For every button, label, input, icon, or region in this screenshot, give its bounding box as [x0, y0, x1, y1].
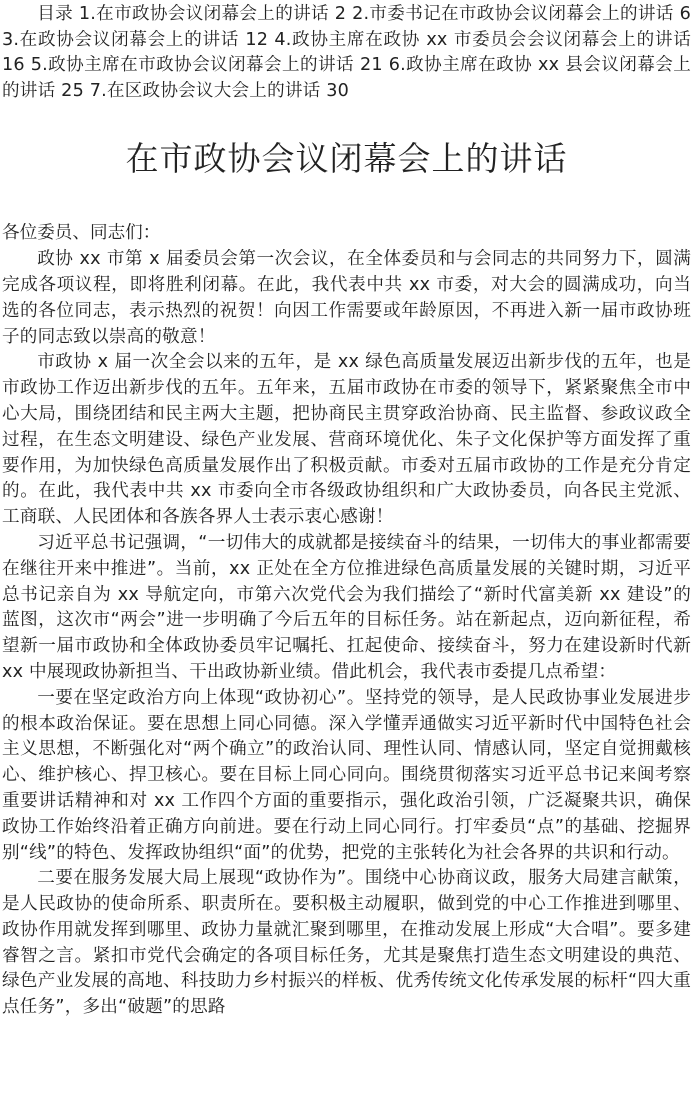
paragraph: 一要在坚定政治方向上体现“政协初心”。坚持党的领导，是人民政协事业发展进步的根本政治保证。要在思想上同心同德。深入学懂弄通做实习近平新时代中国特色社会主义思想，不断强化对“两个确立”的政治认同、理性认同、情感认同，坚定自觉拥戴核心、维护核心、捍卫核心。要在目标上同心同向。围绕贯彻落实习近平总书记来闽考察重要讲话精神和对 xx 工作四个方面的重要指示，强化政治引领，广泛凝聚共识，确保政协工作始终沿着正确方向前进。要在行动上同心同行。打牢委员“点”的基础、挖掘界别“线”的特色、发挥政协组织“面”的优势，把党的主张转化为社会各界的共识和行动。 — [2, 687, 691, 863]
document-body — [0, 221, 693, 1021]
paragraph: 市政协 x 届一次全会以来的五年，是 xx 绿色高质量发展迈出新步伐的五年，也是市政协工作迈出新步伐的五年。五年来，五届市政协在市委的领导下，紧紧聚焦全市中心大局，围绕团结和民主两大主题，把协商民主贯穿政治协商、民主监督、参政议政全过程，在生态文明建设、绿色产业发展、营商环境优化、朱子文化保护等方面发挥了重要作用，为加快绿色高质量发展作出了积极贡献。市委对五届市政协的工作是充分肯定的。在此，我代表中共 xx 市委向全市各级政协组织和广大政协委员，向各民主党派、工商联、人民团体和各族各界人士表示衷心感谢！ — [2, 352, 691, 528]
page-title: 在市政协会议闭幕会上的讲话 — [125, 139, 568, 179]
paragraph: 政协 xx 市第 x 届委员会第一次会议，在全体委员和与会同志的共同努力下，圆满完成各项议程，即将胜利闭幕。在此，我代表中共 xx 市委，对大会的圆满成功，向当选的各位同志，表示热烈的祝贺！向因工作需要或年龄原因，不再进入新一届市政协班子的同志致以崇高的敬意！ — [2, 249, 691, 347]
paragraph: 二要在服务发展大局上展现“政协作为”。围绕中心协商议政，服务大局建言献策，是人民政协的使命所系、职责所在。要积极主动履职，做到党的中心工作推进到哪里、政协作用就发挥到哪里、政协力量就汇聚到哪里，在推动发展上形成“大合唱”。要多建睿智之言。紧扣市党代会确定的各项目标任务，尤其是聚焦打造生态文明建设的典范、绿色产业发展的高地、科技助力乡村振兴的样板、优秀传统文化传承发展的标杆“四大重点任务”，多出“破题”的思路 — [2, 868, 691, 1018]
salutation: 各位委员、同志们： — [2, 223, 161, 244]
paragraph: 习近平总书记强调，“一切伟大的成就都是接续奋斗的结果，一切伟大的事业都需要在继往开来中推进”。当前，xx 正处在全方位推进绿色高质量发展的关键时期，习近平总书记亲自为 xx 导航定向，市第六次党代会为我们描绘了“新时代富美新 xx 建设”的蓝图，这次市“两会”进一步明确了今后五年的目标任务。站在新起点，迈向新征程，希望新一届市政协和全体政协委员牢记嘱托、扛起使命、接续奋斗，努力在建设新时代新 xx 中展现政协新担当、干出政协新业绩。借此机会，我代表市委提几点希望： — [2, 532, 691, 682]
table-of-contents: 目录 1.在市政协会议闭幕会上的讲话 2 2.市委书记在市政协会议闭幕会上的讲话 6 3.在政协会议闭幕会上的讲话 12 4.政协主席在政协 xx 市委员会会议闭幕会上的讲话 16 5.政协主席在市政协会议闭幕会上的讲话 21 6.政协主席在政协 xx 县会议闭幕会上的讲话 25 7.在区政协会议大会上的讲话 30 — [2, 4, 691, 101]
